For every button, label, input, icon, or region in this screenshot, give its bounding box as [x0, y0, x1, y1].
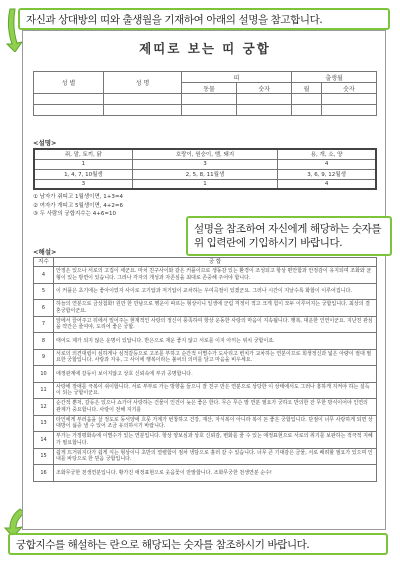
row-text: 부가는 가정평화속에 이별수가 있는 연분입니다. 항상 양보심과 상호 신뢰감, 변화를 줄 수 있는 애정표현으로 서로의 취기를 보완하는 적극적 지혜가 필요합니다.	[54, 432, 377, 449]
col-index: 지수	[34, 258, 54, 267]
row-index: 11	[34, 382, 54, 399]
row-index: 13	[34, 415, 54, 432]
input-cell[interactable]	[182, 94, 237, 105]
interpret-table	[33, 257, 377, 482]
row-index: 6	[34, 300, 54, 317]
callout-bottom: 궁합지수를 해설하는 란으로 해당되는 숫자를 참조하시기 바랍니다.	[8, 533, 388, 555]
table-row	[34, 333, 377, 350]
col-gender: 성 별	[34, 72, 104, 94]
row-index: 7	[34, 316, 54, 333]
explain-table	[33, 148, 377, 190]
explain-cell: 3	[34, 179, 132, 189]
row-index: 16	[34, 465, 54, 482]
row-text: 태어도 제가 되지 않은 운명이 있답니다. 반은으로 재운 좋지 않고 서로를 이지 아끼는 위치 궁합이죠.	[54, 333, 377, 350]
row-index: 8	[34, 333, 54, 350]
table-row	[34, 349, 377, 366]
row-index: 12	[34, 399, 54, 416]
table-row	[34, 432, 377, 449]
row-text: 애정관계에 갈등이 보이지않고 상호 신뢰속에 부귀 공명합니다.	[54, 366, 377, 383]
row-index: 5	[34, 283, 54, 300]
input-cell[interactable]	[34, 94, 104, 105]
compatibility-document	[22, 30, 386, 530]
row-index: 10	[34, 366, 54, 383]
input-cell[interactable]	[237, 105, 292, 116]
input-cell[interactable]	[321, 94, 376, 105]
table-row	[34, 283, 377, 300]
callout-middle: 설명을 참조하여 자신에게 해당하는 숫자를 위 입력란에 기입하시기 바랍니다.	[186, 216, 392, 256]
callout-top: 자신과 상대방의 띠와 출생월을 기재하여 아래의 설명을 참고합니다.	[18, 8, 390, 30]
explain-cell: 4	[278, 159, 376, 169]
input-cell[interactable]	[104, 94, 182, 105]
row-text: 서로의 의견대립이 심하게나 심적갈등으로 고조를 부하고 순간적 이별수가 도사리고 변치가 교차하는 연분이므로 희생정신과 넓은 아량이 절대 필요한 궁합입니다. 사랑과 자유, 그 사이에 행복이라는 불씨의 의미를 달고 마음을 비우세요.	[54, 349, 377, 366]
table-row	[34, 366, 377, 383]
sub-number: 숫자	[237, 83, 292, 94]
row-text: 사랑에 장애를 극복이 쉬이합니다. 서로 부부로 가는 방향을 들으니 잘 친구 만은 연분으로 상당한 이 상태에서도 그러나 흥하게 지켜야 하는 설득이 되는 궁합이군요.	[54, 382, 377, 399]
sub-number2: 숫자	[321, 83, 376, 94]
input-cell[interactable]	[34, 105, 104, 116]
explain-cell: 4	[278, 179, 376, 189]
row-text: 쉽게 뜨거워지다가 쉽게 식는 형상이니 초반의 열렬함이 점차 냉담으로 흘러 갈 수 있습니다. 너무 큰 기대감은 금물, 서로 배려할 필요가 있으며 인내를 바탕으로 한 믿음 궁합입니다.	[54, 448, 377, 465]
row-text: 안정은 있으나 서로의 고집이 세군요. 마치 친구사이와 같은 커플이므로 생동감 있는 환경이 조성되고 항상 편안함과 안정감이 유지되며 조화와 균형이 있는 방면이 있습니다. 그러나 각자의 개성과 자존심을 최대로 존중해 주어야 합니다.	[54, 267, 377, 284]
col-birth: 출생월	[292, 72, 377, 83]
explain-cell: 3, 6, 9, 12월생	[278, 169, 376, 179]
table-row	[34, 267, 377, 284]
explain-header: 쥐, 말, 토끼, 닭	[34, 149, 132, 159]
sub-month: 월	[292, 83, 322, 94]
table-row	[34, 465, 377, 482]
note-line: ② 여자가 개띠고 5월생이면, 4+2=6	[33, 202, 124, 209]
row-text: 하늘의 연분으로 금상첨화! 원만 한 만남으로 행운이 따르는 형상이니 일생에 군림 걱정이 적고 크게 힘이 모두 이루어지는 궁합입니다. 최상의 결혼궁합이군요.	[54, 300, 377, 317]
table-row	[34, 300, 377, 317]
table-row	[34, 399, 377, 416]
table-row	[34, 415, 377, 432]
row-index: 14	[34, 432, 54, 449]
input-table	[33, 71, 377, 116]
explain-cell: 3	[132, 159, 277, 169]
explain-label: <설명>	[33, 139, 57, 147]
input-cell[interactable]	[292, 105, 322, 116]
row-index: 9	[34, 349, 54, 366]
sub-animal: 동물	[182, 83, 237, 94]
input-cell[interactable]	[182, 105, 237, 116]
explain-cell: 1	[132, 179, 277, 189]
col-name: 성 명	[104, 72, 182, 94]
note-line: ① 남자가 쥐띠고 1월생이면, 1+3=4	[33, 194, 124, 200]
input-cell[interactable]	[321, 105, 376, 116]
table-row	[34, 316, 377, 333]
notes	[33, 193, 123, 219]
row-text: 순간적 뿐처, 갈등은 있으나 쇼가아 사랑하는 건물이 인건이 늦은 좋은 한다. 무슨 무슨 말 연분 필요가 궁하오 반의한 잔 무한 방식이어야 인연의 관계가 중요합니다. 사랑이 전해 지기를	[54, 399, 377, 416]
row-text: 타인에게 부러움을 살 정도로 동서양에 흐뭇 가계가 번창하고 건강, 재산, 자식복이 아니라 복이 돈 좋은 궁합입니다. 단점이 너무 사랑하게 되면 상대방이 싫증 낼 수 있어 조금 유의하시기 바랍니다.	[54, 415, 377, 432]
interpret-label: <해설>	[33, 248, 57, 256]
explain-header: 용, 개, 소, 양	[278, 149, 376, 159]
note-line: ③ 두 사람의 궁합지수는 4+6=10	[33, 211, 116, 217]
row-text: 이 커플은 초기에는 좋아이었지 사이로 고기압과 저기압이 교차하는 우여곡절이 있겠군요. 그러나 시간이 지날수록 화합이 이루어집니다.	[54, 283, 377, 300]
explain-cell: 1	[34, 159, 132, 169]
input-cell[interactable]	[292, 94, 322, 105]
row-index: 4	[34, 267, 54, 284]
table-row	[34, 448, 377, 465]
col-tti: 띠	[182, 72, 292, 83]
col-compat: 궁 합	[54, 258, 377, 267]
input-cell[interactable]	[104, 105, 182, 116]
input-cell[interactable]	[237, 94, 292, 105]
explain-cell: 1, 4, 7, 10월생	[34, 169, 132, 179]
explain-cell: 2, 5, 8, 11월생	[132, 169, 277, 179]
row-text: 조화무궁한 천생연분입니다. 황가진 애정표현으로 웃음꽃이 만발합니다. 조화무궁한 천생연분 순수!	[54, 465, 377, 482]
table-row	[34, 382, 377, 399]
row-index: 15	[34, 448, 54, 465]
page-title: 제띠로 보는 띠 궁합	[139, 41, 271, 56]
row-text: 앞에서 끌어주고 뒤에서 밀어주는 현재적인 사랑의 정신이 풍족하여 항상 운동한 사랑의 마음이 지속됩니다. 행복, 대운한 인연이군요. 지난친 관심을 약간은 줄여야, 도리어 좋은 궁합.	[54, 316, 377, 333]
explain-header: 호랑이, 원숭이, 뱀, 돼지	[132, 149, 277, 159]
